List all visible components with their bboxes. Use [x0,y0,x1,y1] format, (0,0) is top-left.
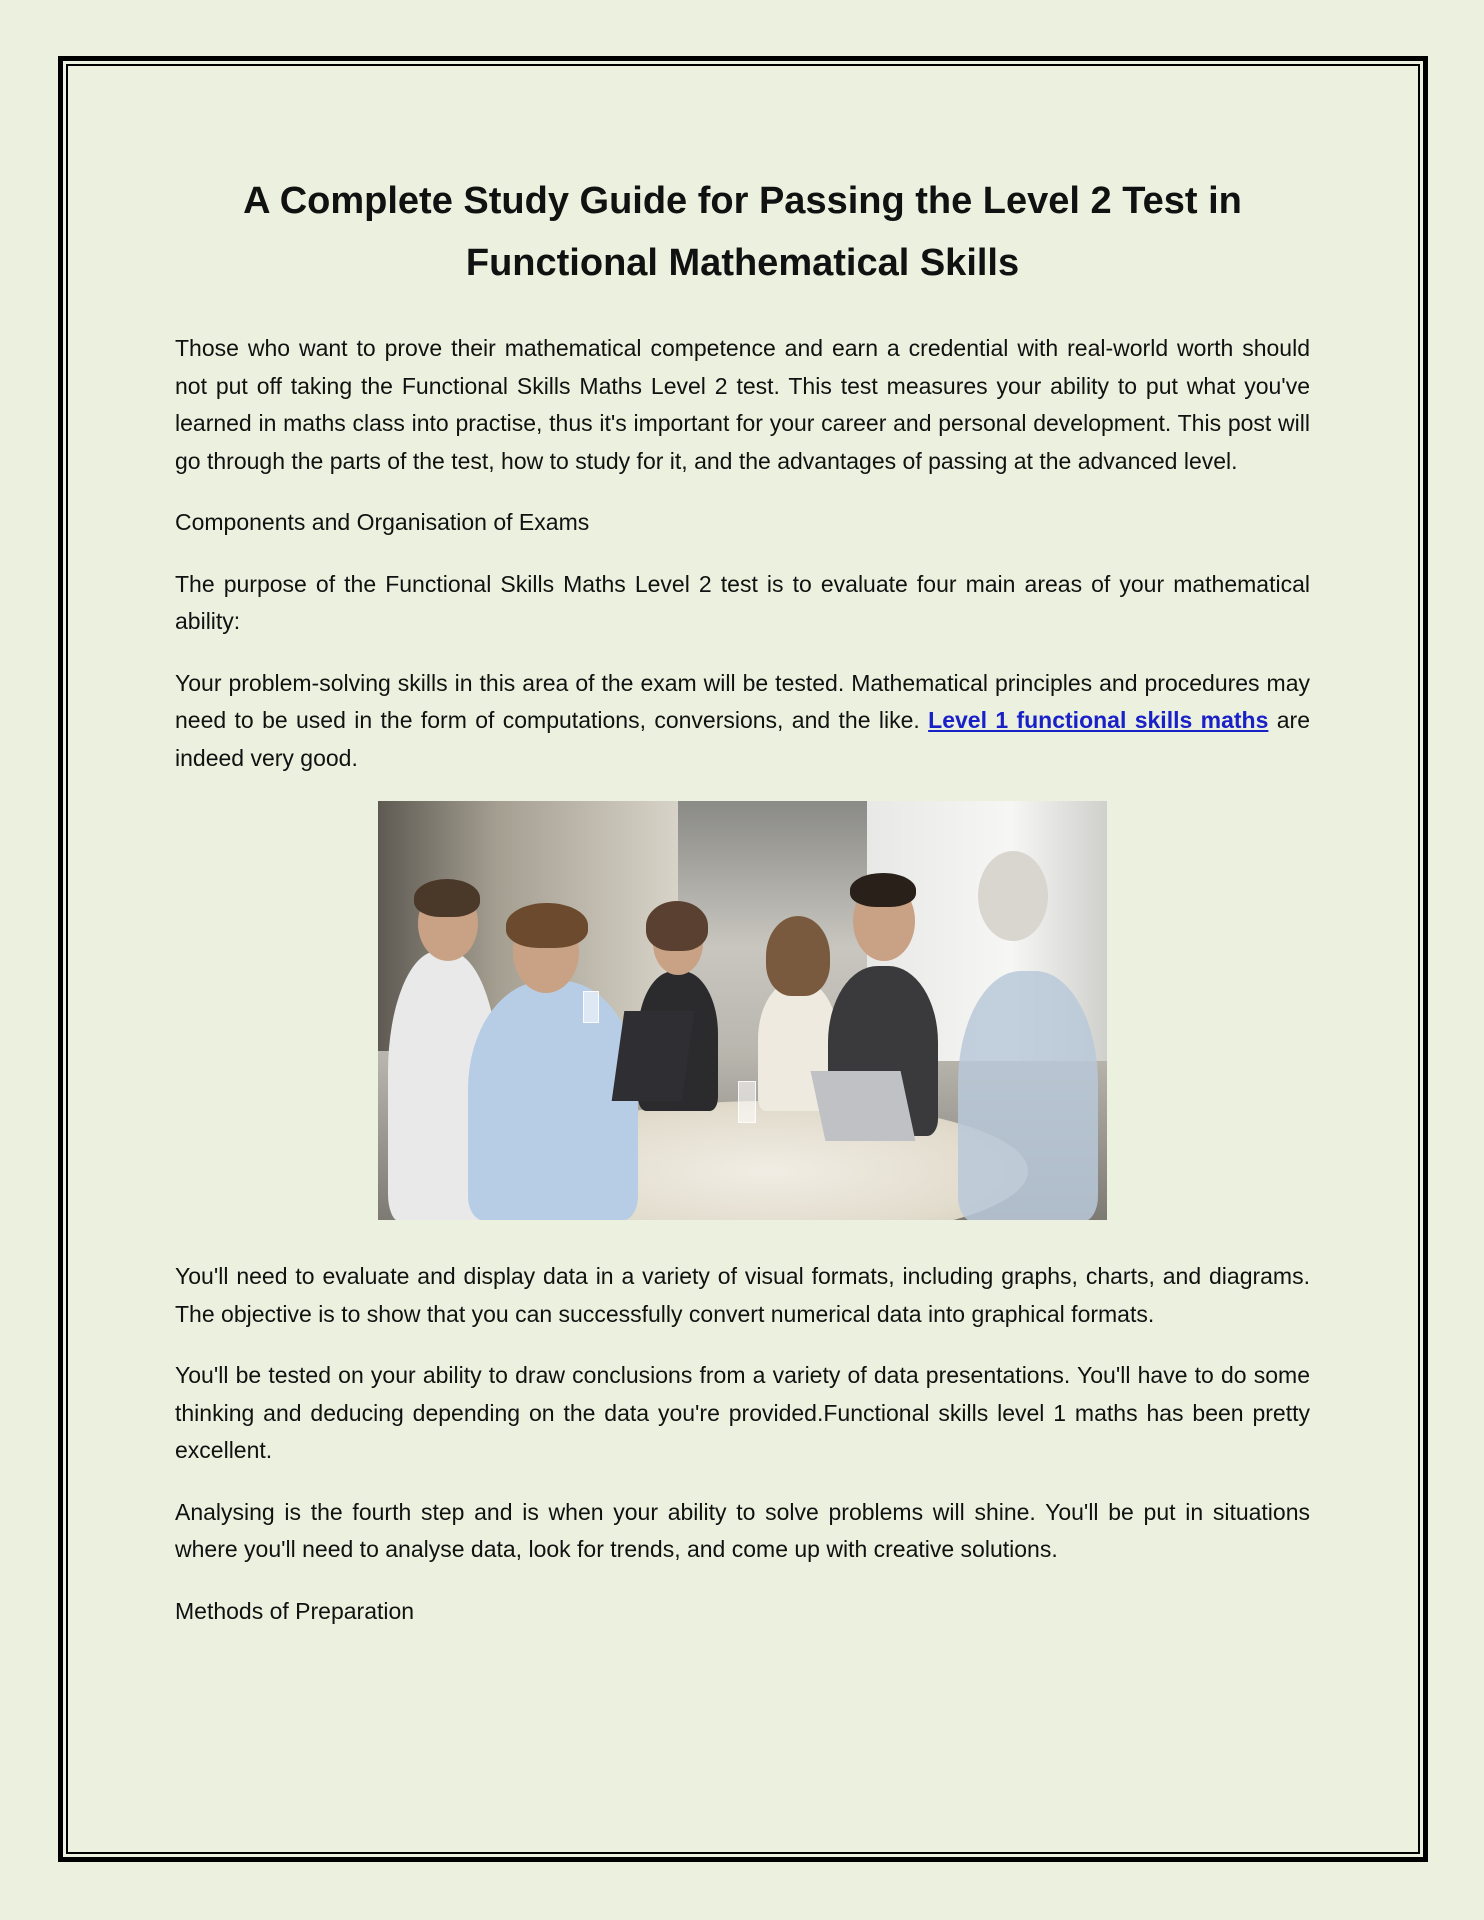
meeting-photo [378,801,1107,1220]
visual-formats-paragraph: You'll need to evaluate and display data in a variety of visual formats, including graphs, charts, and diagrams. The objective is to show that you can successfully convert numerical data into graphical formats. [175,1263,1310,1327]
conclusions-paragraph: You'll be tested on your ability to draw conclusions from a variety of data presentations. You'll have to do some thinking and deducing depending on the data you're provided.Functional skills level 1 maths has been pretty excellent. [175,1362,1310,1463]
components-heading: Components and Organisation of Exams [175,509,590,535]
problem-solving-text: Your problem-solving skills in this area of the exam will be tested. Mathematical principles and procedures may need to be used in the form of computations, conversions, and the like. [175,669,1310,733]
purpose-paragraph: The purpose of the Functional Skills Maths Level 2 test is to evaluate four main areas of your mathematical ability: [175,570,1310,634]
problem-solving-text-end: are indeed very good. [175,707,1310,771]
document-title: A Complete Study Guide for Passing the Level 2 Test in Functional Mathematical Skills [243,180,1242,284]
intro-paragraph: Those who want to prove their mathematical competence and earn a credential with real-world worth should not put off taking the Functional Skills Maths Level 2 test. This test measures your ability to put what you've learned in maths class into practise, thus it's important for your career and personal development. This post will go through the parts of the test, how to study for it, and the advantages of passing at the advanced level. [175,335,1310,474]
level-1-maths-link[interactable]: Level 1 functional skills maths [928,707,1269,733]
methods-heading: Methods of Preparation [175,1597,415,1624]
analysing-paragraph: Analysing is the fourth step and is when your ability to solve problems will shine. You'll be put in situations where you'll need to analyse data, look for trends, and come up with creative solutions. [175,1498,1310,1562]
problem-solving-paragraph [175,665,1310,778]
document-body [175,170,1310,1654]
